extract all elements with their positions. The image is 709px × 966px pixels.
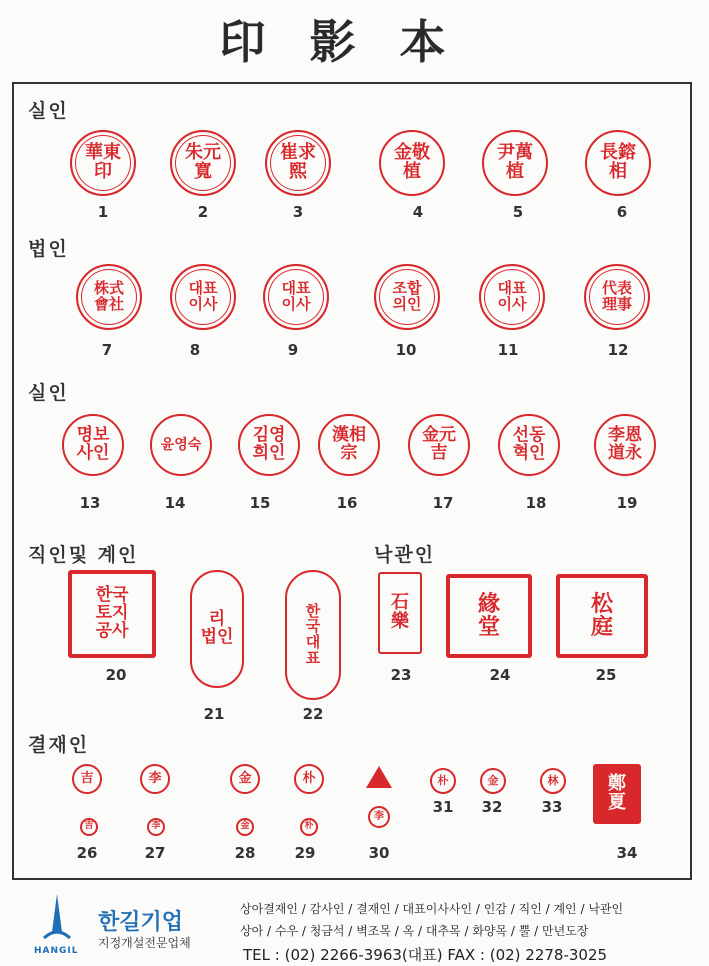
seal-26-small: 吉 [80,818,98,836]
section-title-personal-2: 실인 [28,382,69,404]
hangil-logo-icon [40,892,74,942]
seal-number: 1 [97,203,109,221]
seal-4: 金敬 植 [379,130,445,196]
seal-22: 한 국 대 표 [285,570,341,700]
seal-number: 7 [101,341,113,359]
brand-english: HANGIL [34,946,79,956]
seal-29-large: 朴 [294,764,324,794]
seal-34: 鄭 夏 [593,764,641,824]
seal-number: 11 [497,341,519,359]
brand-name: 한길기업 [98,910,184,935]
seal-21: 리 법인 [190,570,244,688]
services-line-2: 상아 / 수우 / 청금석 / 벽조목 / 옥 / 대추목 / 화양목 / 뿔 / 만년도장 [240,924,589,938]
seal-5: 尹萬 植 [482,130,548,196]
seal-25: 松 庭 [556,574,648,658]
seal-30: 李 [368,806,390,828]
section-title-personal-1: 실인 [28,100,69,122]
seal-29-small: 朴 [300,818,318,836]
seal-number: 24 [489,666,511,684]
seal-20: 한국 토지 공사 [68,570,156,658]
seal-number: 4 [412,203,424,221]
seal-number: 9 [287,341,299,359]
seal-31: 朴 [430,768,456,794]
seal-32: 金 [480,768,506,794]
brand-subtitle: 지정개설전문업체 [98,936,191,950]
seal-number: 8 [189,341,201,359]
seal-17: 金元 吉 [408,414,470,476]
seal-18: 선동 혁인 [498,414,560,476]
seal-number: 5 [512,203,524,221]
contact-line: TEL : (02) 2266-3963(대표) FAX : (02) 2278-3025 [243,946,608,964]
seal-8: 대표 이사 [170,264,236,330]
seal-28-small: 金 [236,818,254,836]
seal-number: 12 [607,341,629,359]
services-line-1: 상아결재인 / 감사인 / 결재인 / 대표이사사인 / 인감 / 직인 / 계인 / 낙관인 [240,902,624,916]
seal-number: 27 [144,844,166,862]
seal-number: 23 [390,666,412,684]
page-title: 印影本 [219,15,490,69]
seal-number: 22 [302,705,324,723]
seal-9: 대표 이사 [263,264,329,330]
seal-number: 17 [432,494,454,512]
seal-3: 崔求 熙 [265,130,331,196]
seal-number: 10 [395,341,417,359]
seal-number: 33 [541,798,563,816]
seal-30-triangle [366,766,392,788]
seal-number: 21 [203,705,225,723]
seal-2: 朱元 寬 [170,130,236,196]
seal-number: 3 [292,203,304,221]
seal-1: 華東 印 [70,130,136,196]
seal-15: 김영 희인 [238,414,300,476]
seal-number: 25 [595,666,617,684]
seal-number: 19 [616,494,638,512]
seal-number: 26 [76,844,98,862]
seal-24: 緣 堂 [446,574,532,658]
seal-number: 18 [525,494,547,512]
section-title-official: 직인및 계인 [28,544,139,566]
seal-number: 32 [481,798,503,816]
catalog-frame [12,82,692,880]
seal-number: 15 [249,494,271,512]
seal-28-large: 金 [230,764,260,794]
seal-6: 長鎔 相 [585,130,651,196]
seal-number: 34 [616,844,638,862]
seal-12: 代表 理事 [584,264,650,330]
seal-number: 16 [336,494,358,512]
seal-number: 13 [79,494,101,512]
seal-number: 2 [197,203,209,221]
seal-number: 29 [294,844,316,862]
seal-10: 조합 의인 [374,264,440,330]
seal-14: 윤영숙 [150,414,212,476]
seal-27-small: 李 [147,818,165,836]
seal-number: 28 [234,844,256,862]
seal-11: 대표 이사 [479,264,545,330]
section-title-corporate: 법인 [28,238,69,260]
section-title-nakgwan: 낙관인 [374,544,436,566]
seal-number: 6 [616,203,628,221]
seal-number: 14 [164,494,186,512]
seal-number: 31 [432,798,454,816]
seal-19: 李恩 道永 [594,414,656,476]
section-title-approval: 결재인 [28,734,90,756]
seal-23: 石 樂 [378,572,422,654]
seal-33: 林 [540,768,566,794]
seal-16: 漢相 宗 [318,414,380,476]
seal-13: 명보 사인 [62,414,124,476]
seal-7: 株式 會社 [76,264,142,330]
seal-number: 20 [105,666,127,684]
seal-26-large: 吉 [72,764,102,794]
seal-number: 30 [368,844,390,862]
seal-27-large: 李 [140,764,170,794]
